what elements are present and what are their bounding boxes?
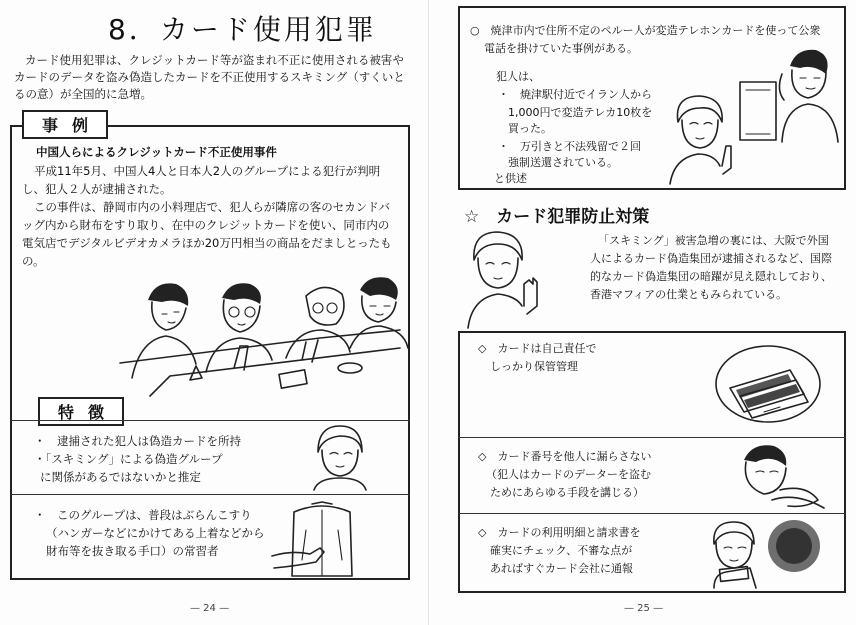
jacket-pickpocket-illustration <box>272 500 372 578</box>
section-text: 「スキミング」被害急増の裏には、大阪で外国人によるカード偽造集団が逮捕されるなど、国際的なカード偽造集団の暗躍が見え隠れしており、香港マフィアの仕業ともみられている。 <box>590 234 832 301</box>
tip-3-line-1: ◇ カードの利用明細と請求書を <box>478 526 641 539</box>
features-tag: 特徴 <box>38 397 124 426</box>
right-case-line-8: 強制送還されている。 <box>508 156 618 169</box>
intro-paragraph: カード使用犯罪は、クレジットカード等が盗まれ不正に使用される被害やカードのデータを盗み偽造したカードを不正使用するスキミング（すくいとるの意）が全国的に急増。 <box>14 53 405 101</box>
tip-2-line-2: （犯人はカードのデーターを盗む <box>486 468 651 481</box>
tips-divider-1 <box>458 437 846 438</box>
right-case-line-5: 1,000円で変造テレカ10枚を <box>508 106 653 119</box>
tips-divider-2 <box>458 513 846 514</box>
right-case-line-6: 買った。 <box>508 122 552 135</box>
page-gutter <box>428 0 429 625</box>
feature-2-line-1: ・ このグループは、普段はぶらんこすり <box>34 508 252 522</box>
features-divider-middle <box>10 494 410 495</box>
tip-1-line-1: ◇ カードは自己責任で <box>478 342 597 355</box>
right-case-line-2: 電話を掛けていた事例がある。 <box>484 42 638 55</box>
features-divider-top <box>10 420 410 421</box>
feature-2-line-2: （ハンガーなどにかけてある上着などから <box>46 526 265 540</box>
case-tag: 事例 <box>22 110 108 139</box>
right-case-line-1: ○ 焼津市内で住所不定のペルー人が変造テレホンカードを使って公衆 <box>470 24 821 37</box>
man-reading-statement-illustration <box>700 516 824 590</box>
tip-2-line-3: ためにあらゆる手段を講じる） <box>490 486 644 499</box>
tip-3-line-3: あればすぐカード会社に通報 <box>490 562 633 575</box>
case-paragraph-1: 平成11年5月、中国人4人と日本人2人のグループによる犯行が判明し、犯人２人が逮捕された。 <box>22 164 381 196</box>
man-raising-hand-illustration <box>466 226 552 330</box>
tip-1-line-2: しっかり保管管理 <box>490 360 578 373</box>
right-case-line-3: 犯人は、 <box>496 70 540 83</box>
feature-2-line-3: 財布等を抜き取る手口）の常習者 <box>46 544 219 558</box>
section-title: ☆ カード犯罪防止対策 <box>464 207 650 227</box>
bar-scene-illustration <box>110 268 410 398</box>
right-case-line-4: ・ 焼津駅付近でイラン人から <box>498 88 652 101</box>
page-number-left: — 24 — <box>190 603 230 614</box>
case-heading: 中国人らによるクレジットカード不正使用事件 <box>36 145 277 159</box>
woman-illustration <box>304 422 374 492</box>
page-number-right: — 25 — <box>624 603 664 614</box>
right-case-line-7: ・ 万引きと不法残留で２回 <box>498 140 641 153</box>
tip-3-line-2: 確実にチェック、不審な点が <box>490 544 633 557</box>
feature-1-line-2: ・「スキミング」による偽造グループ <box>34 452 223 466</box>
case-paragraph-2: この事件は、静岡市内の小料理店で、犯人らが隣席の客のセカンドバッグ内から財布をすり取り、在中のクレジットカードを使い、同市内の電気店でデジタルビデオカメラほか20万円相当の商品をだましとったもの。 <box>22 200 392 268</box>
feature-1-line-1: ・ 逮捕された犯人は偽造カードを所持 <box>34 434 241 448</box>
credit-cards-illustration <box>712 342 824 426</box>
man-on-phone-illustration <box>736 44 840 144</box>
right-case-line-9: と供述 <box>494 172 527 185</box>
feature-1-line-3: に関係があるではないかと推定 <box>40 470 201 484</box>
man-whispering-illustration <box>736 440 826 510</box>
page-title: 8．カード使用犯罪 <box>108 13 377 46</box>
tip-2-line-1: ◇ カード番号を他人に漏らさない <box>478 450 652 463</box>
woman-pointing-illustration <box>664 92 740 186</box>
